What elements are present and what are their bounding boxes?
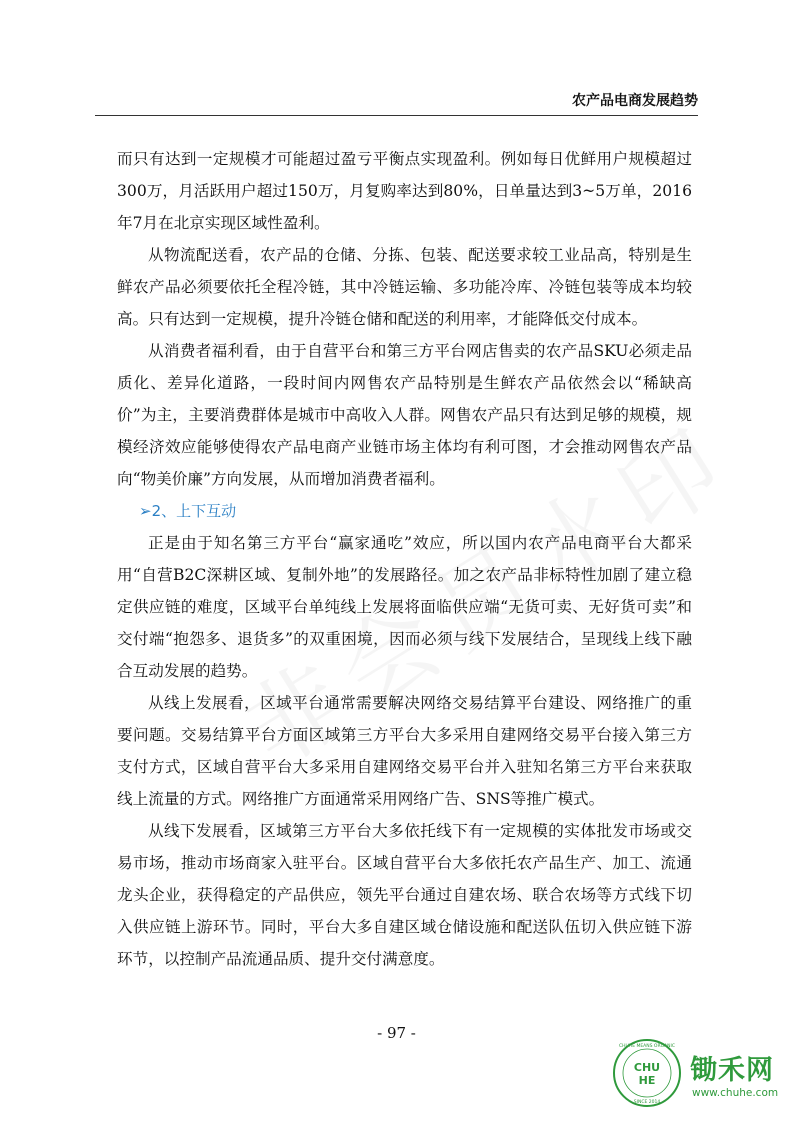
paragraph: 从消费者福利看，由于自营平台和第三方平台网店售卖的农产品SKU必须走品质化、差异化道路，一段时间内网售农产品特别是生鲜农产品依然会以“稀缺高价”为主，主要消费群体是城市中高收入人群。网售农产品只有达到足够的规模，规模经济效应能够使得农产品电商产业链市场主体均有利可图，才会推动网售农产品向“物美价廉”方向发展，从而增加消费者福利。 [117,342,692,488]
paragraph: 从线上发展看，区域平台通常需要解决网络交易结算平台建设、网络推广的重要问题。交易结算平台方面区域第三方平台大多采用自建网络交易平台接入第三方支付方式，区域自营平台大多采用自建网络交易平台并入驻知名第三方平台来获取线上流量的方式。网络推广方面通常采用网络广告、SNS等推广模式。 [117,694,692,808]
svg-text:CHUHE MEANS ORGANIC: CHUHE MEANS ORGANIC [618,1044,676,1049]
header-divider [95,115,698,116]
paragraph: 从线下发展看，区域第三方平台大多依托线下有一定规模的实体批发市场或交易市场，推动市场商家入驻平台。区域自营平台大多依托农产品生产、加工、流通龙头企业，获得稳定的产品供应，领先平台通过自建农场、联合农场等方式线下切入供应链上游环节。同时，平台大多自建区域仓储设施和配送队伍切入供应链下游环节，以控制产品流通品质、提升交付满意度。 [117,822,692,968]
paragraph: 从物流配送看，农产品的仓储、分拣、包装、配送要求较工业品高，特别是生鲜农产品必须要依托全程冷链，其中冷链运输、多功能冷库、冷链包装等成本均较高。只有达到一定规模，提升冷链仓储和配送的利用率，才能降低交付成本。 [117,246,692,328]
header-title: 农产品电商发展趋势 [572,93,698,109]
svg-text:SINCE 2014: SINCE 2014 [633,1100,661,1105]
brand-name: 锄禾网 [690,1055,774,1086]
paragraph: 而只有达到一定规模才可能超过盈亏平衡点实现盈利。例如每日优鲜用户规模超过300万，月活跃用户超过150万，月复购率达到80%，日单量达到3~5万单，2016年7月在北京实现区域性盈利。 [117,150,692,232]
page-header [95,90,698,110]
svg-text:CHU: CHU [633,1061,661,1074]
page-number: - 97 - [377,1024,416,1042]
main-content [117,143,692,975]
svg-text:HE: HE [638,1074,656,1087]
section-heading: ➢2、上下互动 [139,502,237,520]
paragraph: 正是由于知名第三方平台“赢家通吃”效应，所以国内农产品电商平台大都采用“自营B2C深耕区域、复制外地”的发展路径。加之农产品非标特性加剧了建立稳定供应链的难度，区域平台单纯线上发展将面临供应端“无货可卖、无好货可卖”和交付端“抱怨多、退货多”的双重困境，因而必须与线下发展结合，呈现线上线下融合互动发展的趋势。 [117,534,692,680]
chuhe-logo [612,1038,682,1108]
brand-url: www.chuhe.com [692,1087,779,1099]
